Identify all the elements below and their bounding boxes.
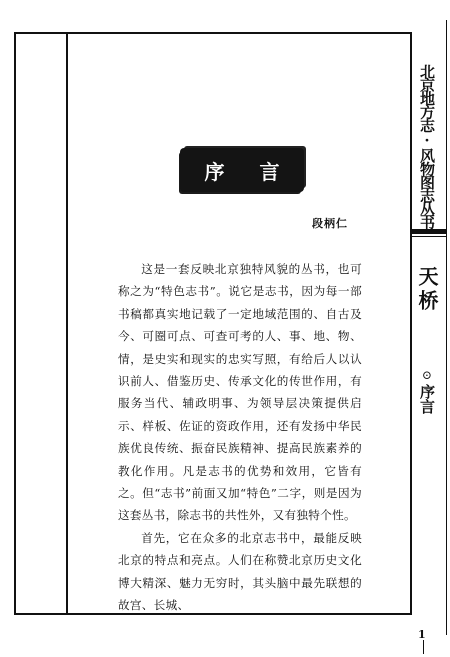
page-number: 1: [418, 628, 426, 641]
paragraph: 首先，它在众多的北京志书中，最能反映北京的特点和亮点。人们在称赞北京历史文化博大精深、魅力无穷时，其头脑中最先联想的故宫、长城、: [118, 530, 362, 613]
body-text: [118, 258, 362, 617]
side-band-thin: [412, 236, 446, 237]
section-bullet-icon: ⊙: [420, 368, 434, 382]
section-title: 序言: [418, 384, 436, 414]
author-name: 段柄仁: [312, 217, 348, 230]
volume-title: 天桥: [415, 266, 439, 314]
series-title: 北京地方志·风物图志丛书: [418, 64, 436, 229]
paragraph: 这是一套反映北京独特风貌的丛书，也可称之为“特色志书”。说它是志书，因为每一部书稿都真实地记载了一定地域范围的、自古及今、可圈可点、可查可考的人、事、地、物、情，是史实和现实的忠实写照，有给后人以认识前人、借鉴历史、传承文化的传世作用，有服务当代、辅政明事、为领导层决策提供启示、样板、佐证的资政作用，还有发扬中华民族优良传统、振奋民族精神、提高民族素养的教化作用。凡是志书的优势和效用，它皆有之。但“志书”前面又加“特色”二字，则是因为这套丛书，除志书的共性外，又有独特个性。: [118, 262, 362, 523]
side-band-thick: [412, 229, 446, 234]
top-rule: [14, 32, 412, 34]
left-inner-rule: [66, 32, 68, 615]
page-title: 序 言: [204, 159, 294, 184]
right-edge-rule: [446, 20, 447, 635]
left-outer-rule: [14, 32, 16, 615]
page-foot-tick: [423, 640, 424, 654]
right-rule: [410, 32, 412, 615]
heading-block: [182, 150, 302, 190]
